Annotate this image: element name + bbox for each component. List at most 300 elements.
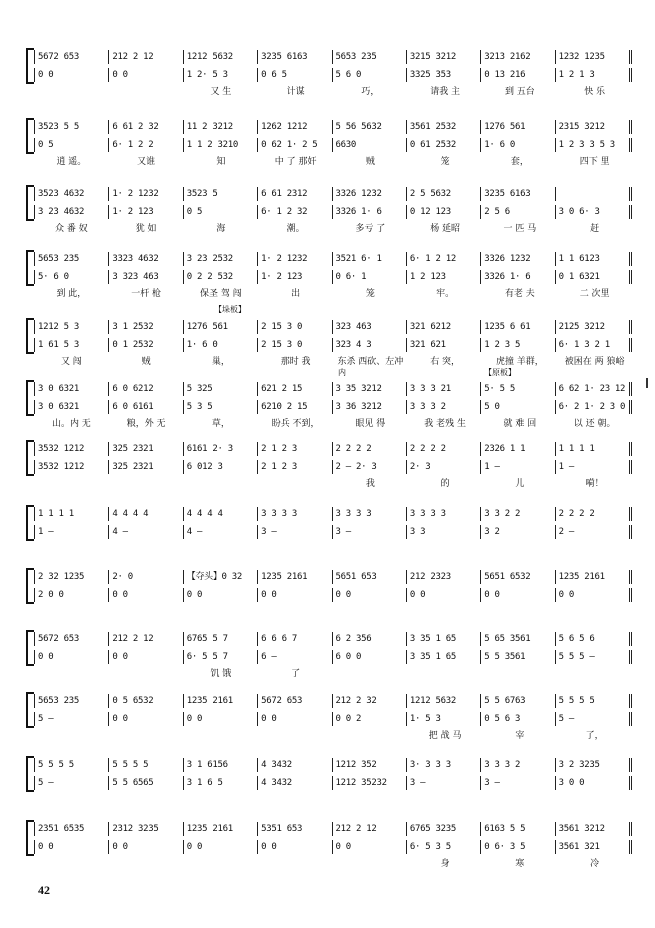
tempo-mark-yuanban: 【原板】 (484, 368, 516, 377)
lyrics-line (34, 156, 632, 169)
lower-staff (34, 138, 632, 152)
measure (556, 187, 632, 201)
lyric-text (408, 606, 483, 619)
measure: 3521 6· 1 (333, 252, 407, 266)
lyric-text: 那时 我 (280, 357, 311, 367)
measure: 5 6 0 (333, 68, 407, 82)
measure: 5651 6532 (481, 570, 555, 584)
measure: 2312 3235 (109, 822, 183, 836)
lyric-text (408, 794, 483, 807)
measure: 3326 1· 6 (481, 270, 555, 284)
measure: 3561 2532 (407, 120, 481, 134)
measure: 5653 235 (333, 50, 407, 64)
measure: 0 0 (34, 68, 109, 82)
lyric-text: 以 还 朝。 (573, 419, 616, 429)
lyric-text: 我 老残 生 (424, 419, 466, 429)
measure: 3326 1232 (481, 252, 555, 266)
measure: 3 3 3 21 (407, 382, 481, 396)
measure: 0 1 2532 (109, 338, 183, 352)
lower-staff (34, 68, 632, 82)
lyric-text: 有老 夫 (504, 289, 535, 299)
measure: 3 3 3 2 (407, 400, 481, 414)
measure: 0 0 (109, 840, 183, 854)
upper-staff (34, 507, 632, 521)
measure: 2 5 5632 (407, 187, 481, 201)
measure: 3235 6163 (481, 187, 555, 201)
measure: 0 0 (109, 712, 183, 726)
measure: 5 ‒ (34, 712, 109, 726)
score-system (26, 48, 632, 97)
lyric-text (109, 794, 184, 807)
measure: 6· 5 5 7 (184, 650, 258, 664)
measure: 3 ‒ (407, 776, 481, 790)
measure: 3 3 2 2 (481, 507, 555, 521)
lower-staff (34, 776, 632, 790)
lyric-text: 众 番 奴 (55, 224, 88, 234)
lyric-text: 出 (291, 289, 301, 299)
lyrics-line (34, 288, 632, 301)
system-bracket (26, 118, 34, 154)
lyric-text (109, 478, 184, 491)
measure: 0 5 (184, 205, 258, 219)
measure: 5 0 (481, 400, 555, 414)
lyric-text: 又 闯 (60, 357, 82, 367)
measure: 5 5 3561 (481, 650, 555, 664)
lyrics-line (34, 730, 632, 743)
lyric-text: 保圣 驾 闯 (200, 289, 242, 299)
lyrics-line (34, 223, 632, 236)
measure: 6· 1 2 12 (407, 252, 481, 266)
lyric-text (34, 543, 109, 556)
measure: 0 61 2532 (407, 138, 481, 152)
measure: 6 61 2312 (258, 187, 332, 201)
lyric-text (184, 543, 259, 556)
measure: 0 6· 1 (333, 270, 407, 284)
measure: 1 1 2 3210 (184, 138, 258, 152)
lyric-text: 四下 里 (579, 157, 610, 167)
measure: 5351 653 (258, 822, 332, 836)
lyric-text: 盼兵 不到， (271, 419, 320, 429)
lyric-text: 笼 (365, 289, 375, 299)
measure: 5 65 3561 (481, 632, 555, 646)
margin-mark (646, 378, 648, 388)
lyric-text: 宰 (515, 731, 525, 741)
measure: 212 2323 (407, 570, 481, 584)
measure: 1212 5632 (184, 50, 258, 64)
measure: 5 5 5 5 (109, 758, 183, 772)
measure: 4 4 4 4 (184, 507, 258, 521)
lyric-text (258, 730, 333, 743)
lyrics-line (34, 858, 632, 871)
lyric-text: 了， (585, 731, 604, 741)
measure: 4 3432 (258, 776, 332, 790)
measure: 3 0 0 (556, 776, 632, 790)
measure: 2 2 2 2 (333, 442, 407, 456)
measure: 3 2 (481, 525, 555, 539)
measure: 11 2 3212 (184, 120, 258, 134)
measure: 3325 353 (407, 68, 481, 82)
measure: 0 0 (333, 840, 407, 854)
measure: 【夺头】0 32 (184, 570, 258, 584)
lyric-text: 犹 如 (135, 224, 157, 234)
system-bracket (26, 692, 34, 728)
measure: 1· 2 123 (109, 205, 183, 219)
measure: 0 2 2 532 (184, 270, 258, 284)
lower-staff (34, 588, 632, 602)
lower-staff (34, 205, 632, 219)
lyric-text: 快 乐 (584, 87, 606, 97)
measure: 3 1 2532 (109, 320, 183, 334)
measure: 3 3 3 2 (481, 758, 555, 772)
lyric-text: 知 (216, 157, 226, 167)
lower-staff (34, 270, 632, 284)
upper-staff (34, 120, 632, 134)
measure: 5 325 (184, 382, 258, 396)
lyric-text (109, 86, 184, 99)
measure: 3326 1· 6 (333, 205, 407, 219)
measure: 0 0 (407, 588, 481, 602)
measure: 5· 5 5 (481, 382, 555, 396)
measure: 5651 653 (333, 570, 407, 584)
measure: 212 2 12 (333, 822, 407, 836)
lyric-text (483, 606, 558, 619)
lower-staff (34, 460, 632, 474)
upper-staff (34, 822, 632, 836)
lyric-text: 杨 延昭 (430, 224, 461, 234)
score-system (26, 118, 632, 167)
measure: 3215 3212 (407, 50, 481, 64)
measure: 321 6212 (407, 320, 481, 334)
measure: 0 0 (34, 650, 109, 664)
lyric-text (333, 794, 408, 807)
lyrics-line (34, 668, 632, 681)
measure: 1235 2161 (184, 694, 258, 708)
lyric-text: 饥 饿 (210, 669, 232, 679)
measure: 6 6 6 7 (258, 632, 332, 646)
measure: 1 2 123 (407, 270, 481, 284)
measure: 2351 6535 (34, 822, 109, 836)
lower-staff (34, 650, 632, 664)
measure: 321 621 (407, 338, 481, 352)
measure: 0 6 5 (258, 68, 332, 82)
lyric-text (483, 543, 558, 556)
measure: 621 2 15 (258, 382, 332, 396)
measure: 3561 321 (556, 840, 632, 854)
lyric-text (483, 794, 558, 807)
measure: 0 6· 3 5 (481, 840, 555, 854)
measure: 2 ‒ 2· 3 (333, 460, 407, 474)
page-number: 42 (38, 883, 50, 897)
measure: 0 0 (184, 712, 258, 726)
lyric-text (408, 543, 483, 556)
measure: 323 4 3 (333, 338, 407, 352)
lyric-text: 儿 (515, 479, 525, 489)
score-system (26, 505, 632, 541)
measure: 6 ‒ (258, 650, 332, 664)
lyrics-line (34, 356, 632, 369)
measure: 1 1 6123 (556, 252, 632, 266)
measure: 2326 1 1 (481, 442, 555, 456)
lyric-text (258, 794, 333, 807)
measure: 1235 2161 (184, 822, 258, 836)
measure: 1 2 3 3 5 3 (556, 138, 632, 152)
score-system (26, 380, 632, 429)
lyric-text (258, 543, 333, 556)
system-bracket (26, 568, 34, 604)
upper-staff (34, 442, 632, 456)
measure: 1· 2 1232 (258, 252, 332, 266)
measure: 5 5 5 5 (34, 758, 109, 772)
measure: 3532 1212 (34, 442, 109, 456)
lyric-text: 多亏 了 (355, 224, 386, 234)
lyric-text (109, 668, 184, 681)
measure: 0 0 (34, 840, 109, 854)
measure: 3 0 6321 (34, 400, 109, 414)
measure: 1235 2161 (258, 570, 332, 584)
measure: 6765 5 7 (184, 632, 258, 646)
lyric-text: 逍 遥。 (56, 157, 87, 167)
lyric-text (557, 668, 632, 681)
lyric-text: 二 次里 (579, 289, 610, 299)
measure: 325 2321 (109, 442, 183, 456)
lower-staff (34, 840, 632, 854)
measure: 3 23 2532 (184, 252, 258, 266)
measure: 0 13 216 (481, 68, 555, 82)
measure: 1 1 1 1 (34, 507, 109, 521)
lyric-text: 到 此， (56, 289, 87, 299)
measure: 4 3432 (258, 758, 332, 772)
lyric-text: 一杆 枪 (131, 289, 162, 299)
upper-staff (34, 320, 632, 334)
measure: 3 1 6 5 (184, 776, 258, 790)
lyric-text: 被困在 两 狼峪 (564, 357, 625, 367)
measure: 6 0 6212 (109, 382, 183, 396)
measure: 5 6 5 6 (556, 632, 632, 646)
upper-staff (34, 382, 632, 396)
measure: 0 62 1· 2 5 (258, 138, 332, 152)
measure: 0 0 (258, 840, 332, 854)
measure: 1 2 3 5 (481, 338, 555, 352)
measure: 2 ‒ (556, 525, 632, 539)
measure: 1276 561 (481, 120, 555, 134)
upper-staff (34, 187, 632, 201)
upper-staff (34, 694, 632, 708)
score-system (26, 440, 632, 489)
measure: 3523 4632 (34, 187, 109, 201)
lyric-text (184, 606, 259, 619)
measure: 3 3 (407, 525, 481, 539)
lyric-text (258, 858, 333, 871)
measure: 2 0 0 (34, 588, 109, 602)
measure: 3523 5 (184, 187, 258, 201)
measure: 6210 2 15 (258, 400, 332, 414)
lyric-text (34, 668, 109, 681)
lyric-text (109, 606, 184, 619)
score-system (26, 250, 632, 299)
measure: 0 0 (184, 840, 258, 854)
lyric-text (184, 794, 259, 807)
measure: 2315 3212 (556, 120, 632, 134)
measure: 6 0 0 (333, 650, 407, 664)
lyric-text (333, 668, 408, 681)
lyric-text (184, 730, 259, 743)
measure: 212 2 12 (109, 632, 183, 646)
measure: 6· 5 3 5 (407, 840, 481, 854)
lyric-text (557, 606, 632, 619)
measure: 1212 352 (333, 758, 407, 772)
measure: 1276 561 (184, 320, 258, 334)
score-system (26, 318, 632, 367)
measure: 5· 6 0 (34, 270, 109, 284)
measure: 1212 5 3 (34, 320, 109, 334)
measure: 1 2 1 3 (556, 68, 632, 82)
measure: 0 0 (109, 588, 183, 602)
lyrics-line (34, 543, 632, 556)
measure: 0 0 (258, 588, 332, 602)
lyric-text: 山。内 无 (51, 419, 91, 429)
lyric-text (34, 794, 109, 807)
lower-staff (34, 712, 632, 726)
measure: 1· 6 0 (481, 138, 555, 152)
measure: 3561 3212 (556, 822, 632, 836)
measure: 2 15 3 0 (258, 320, 332, 334)
measure: 3 ‒ (481, 776, 555, 790)
measure: 2125 3212 (556, 320, 632, 334)
lyric-text: 虎撞 羊群， (495, 357, 544, 367)
measure: 0 0 2 (333, 712, 407, 726)
measure: 6 61 2 32 (109, 120, 183, 134)
lyric-text (34, 858, 109, 871)
upper-staff (34, 50, 632, 64)
measure: 3 ‒ (333, 525, 407, 539)
measure: 2 1 2 3 (258, 442, 332, 456)
system-bracket (26, 440, 34, 476)
measure: 1232 1235 (556, 50, 632, 64)
measure: 3326 1232 (333, 187, 407, 201)
system-bracket (26, 630, 34, 666)
measure: 5 5 6763 (481, 694, 555, 708)
measure: 3323 4632 (109, 252, 183, 266)
measure: 5672 653 (34, 50, 109, 64)
lower-staff (34, 338, 632, 352)
upper-staff (34, 570, 632, 584)
lyric-text: 海 (216, 224, 226, 234)
lyric-text (34, 606, 109, 619)
score-system (26, 630, 632, 679)
measure: 6161 2· 3 (184, 442, 258, 456)
lyric-text: 把 战 马 (428, 731, 462, 741)
lyric-text: 又 生 (210, 87, 232, 97)
measure: 2 2 2 2 (556, 507, 632, 521)
measure: 323 463 (333, 320, 407, 334)
score-system (26, 756, 632, 792)
measure: 1 ‒ (556, 460, 632, 474)
measure: 1235 6 61 (481, 320, 555, 334)
lyric-text: 草， (211, 419, 230, 429)
measure: 3 35 1 65 (407, 650, 481, 664)
lyric-text (483, 668, 558, 681)
measure: 1 61 5 3 (34, 338, 109, 352)
measure: 6 2 356 (333, 632, 407, 646)
measure: 2 5 6 (481, 205, 555, 219)
lyric-text: 右 突， (430, 357, 461, 367)
lower-staff (34, 525, 632, 539)
lyric-text: 的 (440, 479, 450, 489)
lyrics-line (34, 606, 632, 619)
lyric-text: 到 五台 (504, 87, 535, 97)
lyric-text: 了 (291, 669, 301, 679)
lyric-text: 冷 (590, 859, 600, 869)
lyric-text (333, 858, 408, 871)
measure: 5653 235 (34, 694, 109, 708)
lyric-text (184, 858, 259, 871)
measure: 3 323 463 (109, 270, 183, 284)
measure: 0 0 (556, 588, 632, 602)
measure: 6· 2 1· 2 3 0 (556, 400, 632, 414)
measure: 1· 5 3 (407, 712, 481, 726)
measure: 4 4 4 4 (109, 507, 183, 521)
lyric-text: 巢， (211, 357, 230, 367)
measure: 6 012 3 (184, 460, 258, 474)
lyric-text (258, 606, 333, 619)
lyric-text (333, 606, 408, 619)
measure: 0 12 123 (407, 205, 481, 219)
measure: 3 0 6· 3 (556, 205, 632, 219)
measure: 2· 0 (109, 570, 183, 584)
lyrics-line (34, 478, 632, 491)
measure: 1· 2 1232 (109, 187, 183, 201)
lyric-text: 巧， (361, 87, 380, 97)
lyric-text (258, 478, 333, 491)
lower-staff (34, 400, 632, 414)
measure: 1235 2161 (556, 570, 632, 584)
measure: 0 0 (109, 68, 183, 82)
measure: 2 32 1235 (34, 570, 109, 584)
system-bracket (26, 380, 34, 416)
lyrics-line (34, 86, 632, 99)
measure: 0 0 (481, 588, 555, 602)
lyrics-line (34, 418, 632, 431)
measure: 6· 1 2 2 (109, 138, 183, 152)
system-bracket (26, 505, 34, 541)
measure: 3532 1212 (34, 460, 109, 474)
lyric-text: 就 难 回 (503, 419, 537, 429)
lyric-text: 一 匹 马 (503, 224, 537, 234)
lyric-text: 粮，外 无 (126, 419, 166, 429)
measure: 3 1 6156 (184, 758, 258, 772)
lyric-text: 又谁 (137, 157, 156, 167)
measure: 5 5 5 5 (556, 694, 632, 708)
measure: 2· 3 (407, 460, 481, 474)
lyric-text: 我 (365, 479, 375, 489)
lyric-text: 身 (440, 859, 450, 869)
measure: 1 2· 5 3 (184, 68, 258, 82)
measure: 1· 6 0 (184, 338, 258, 352)
lyric-text (34, 478, 109, 491)
measure: 3 35 3212 (333, 382, 407, 396)
measure: 5653 235 (34, 252, 109, 266)
measure: 1· 2 123 (258, 270, 332, 284)
measure: 3 23 4632 (34, 205, 109, 219)
measure: 0 0 (184, 588, 258, 602)
measure: 2 1 2 3 (258, 460, 332, 474)
measure: 0 0 (258, 712, 332, 726)
measure: 0 1 6321 (556, 270, 632, 284)
measure: 6630 (333, 138, 407, 152)
measure: 5 3 5 (184, 400, 258, 414)
lyric-text: 贼 (141, 357, 151, 367)
measure: 212 2 32 (333, 694, 407, 708)
